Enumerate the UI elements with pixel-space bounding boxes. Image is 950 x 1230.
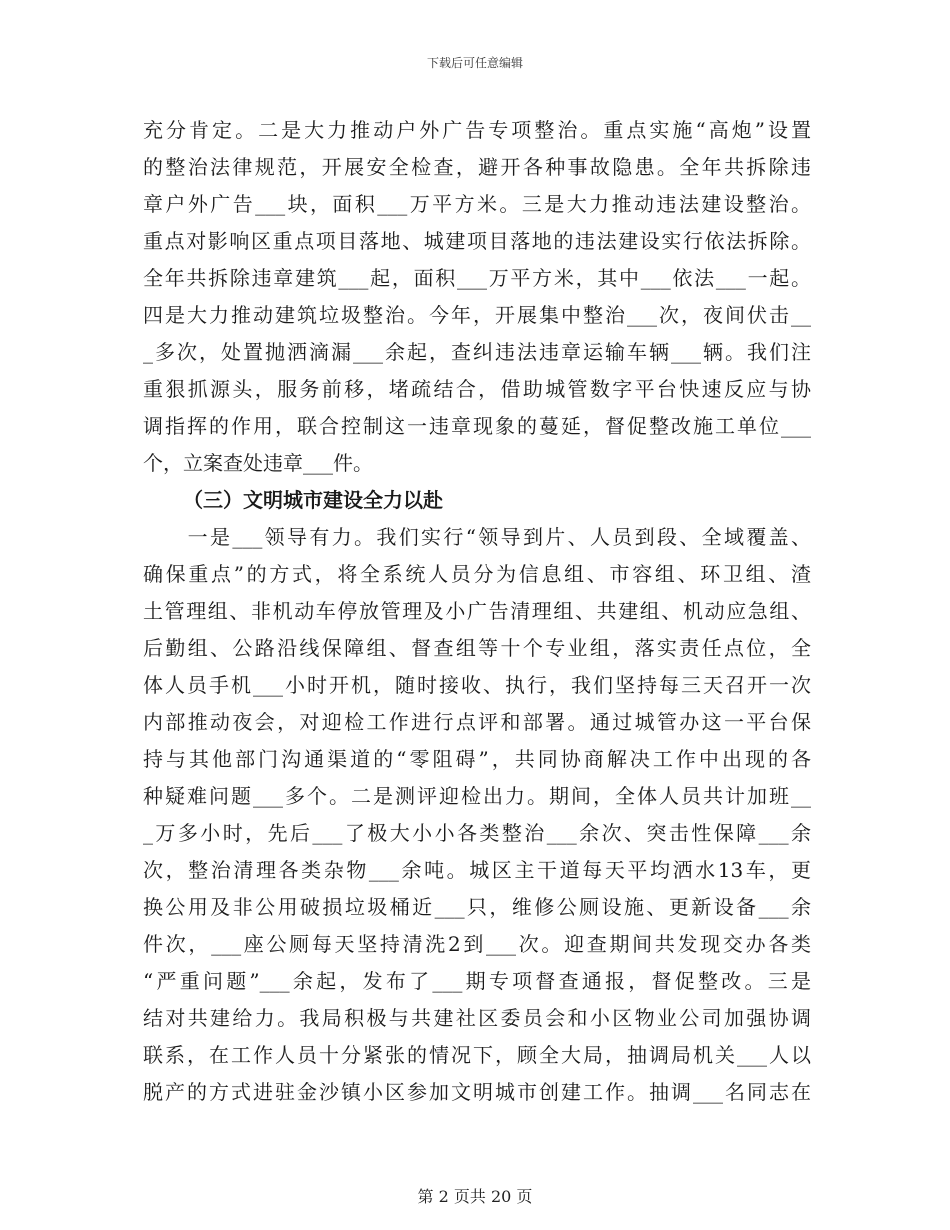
body-line: 次，整治清理各类杂物___余吨。城区主干道每天平均洒水13车，更 — [143, 858, 811, 882]
body-line: 重狠抓源头，服务前移，堵疏结合，借助城管数字平台快速反应与协 — [143, 377, 811, 401]
document-body — [143, 112, 811, 1111]
body-line: 内部推动夜会，对迎检工作进行点评和部署。通过城管办这一平台保 — [143, 710, 811, 734]
body-line: 种疑难问题___多个。二是测评迎检出力。期间，全体人员共计加班__ — [143, 784, 811, 808]
page-footer: 第 2 页共 20 页 — [417, 1187, 533, 1206]
body-line: 的整治法律规范，开展安全检查，避开各种事故隐患。全年共拆除违 — [143, 155, 811, 179]
body-line: _多次，处置抛洒滴漏___余起，查纠违法违章运输车辆___辆。我们注 — [143, 340, 811, 364]
body-line: 充分肯定。二是大力推动户外广告专项整治。重点实施“高炮”设置 — [143, 118, 811, 142]
body-line: 个，立案查处违章___件。 — [143, 451, 373, 475]
body-line: 确保重点”的方式，将全系统人员分为信息组、市容组、环卫组、渣 — [143, 562, 811, 586]
body-line: “严重问题”___余起，发布了___期专项督查通报，督促整改。三是 — [143, 969, 811, 993]
body-line: 四是大力推动建筑垃圾整治。今年，开展集中整治___次，夜间伏击__ — [143, 303, 811, 327]
body-line: 重点对影响区重点项目落地、城建项目落地的违法建设实行依法拆除。 — [143, 229, 811, 253]
body-line: 章户外广告___块，面积___万平方米。三是大力推动违法建设整治。 — [143, 192, 811, 216]
body-line: 全年共拆除违章建筑___起，面积___万平方米，其中___依法___一起。 — [143, 266, 811, 290]
body-line: 土管理组、非机动车停放管理及小广告清理组、共建组、机动应急组、 — [143, 599, 811, 623]
body-line: 件次，___座公厕每天坚持清洗2到___次。迎查期间共发现交办各类 — [143, 932, 811, 956]
body-line: _万多小时，先后___了极大小小各类整治___余次、突击性保障___余 — [143, 821, 811, 845]
body-line: 体人员手机___小时开机，随时接收、执行，我们坚持每三天召开一次 — [143, 673, 811, 697]
page-header: 下载后可任意编辑 — [426, 56, 523, 70]
body-line: 一是___领导有力。我们实行“领导到片、人员到段、全域覆盖、 — [143, 525, 811, 549]
body-line: 换公用及非公用破损垃圾桶近___只，维修公厕设施、更新设备___余 — [143, 895, 811, 919]
body-line: 持与其他部门沟通渠道的“零阻碍”，共同协商解决工作中出现的各 — [143, 747, 811, 771]
body-line: 脱产的方式进驻金沙镇小区参加文明城市创建工作。抽调___名同志在 — [143, 1080, 811, 1104]
body-line: 结对共建给力。我局积极与共建社区委员会和小区物业公司加强协调 — [143, 1006, 811, 1030]
body-line: 调指挥的作用，联合控制这一违章现象的蔓延，督促整改施工单位___ — [143, 414, 811, 438]
body-line: 后勤组、公路沿线保障组、督查组等十个专业组，落实责任点位，全 — [143, 636, 811, 660]
section-heading: （三）文明城市建设全力以赴 — [183, 488, 443, 512]
body-line: 联系，在工作人员十分紧张的情况下，顾全大局，抽调局机关___人以 — [143, 1043, 811, 1067]
